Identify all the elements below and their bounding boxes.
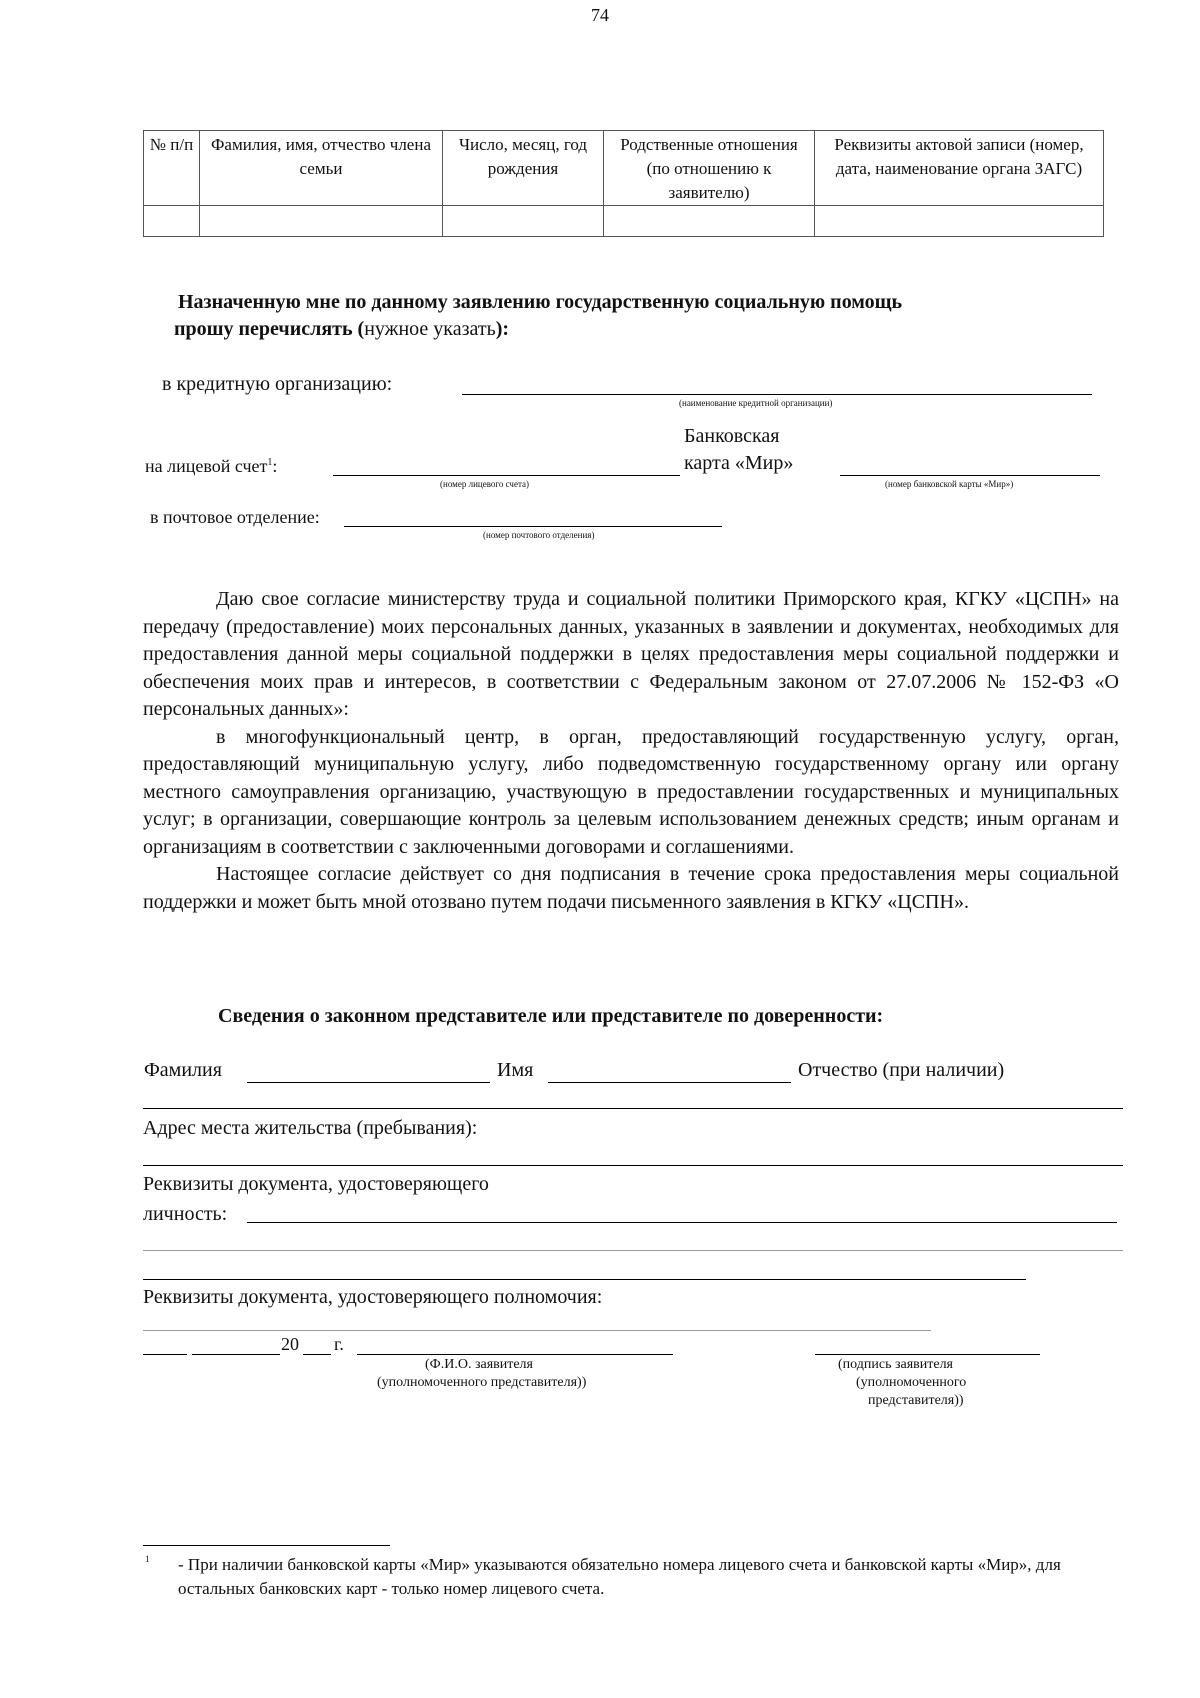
- authority-document-field[interactable]: [143, 1330, 931, 1331]
- date-year-suffix: г.: [334, 1334, 344, 1354]
- date-day-field[interactable]: [143, 1354, 187, 1355]
- fio-hint-line-2: (уполномоченного представителя)): [377, 1375, 587, 1390]
- credit-org-hint: (наименование кредитной организации): [679, 398, 833, 408]
- table-row: [144, 206, 1104, 237]
- fio-hint-line-1: (Ф.И.О. заявителя: [425, 1357, 533, 1372]
- header-birth-date: Число, месяц, год рождения: [443, 131, 604, 206]
- footnote-separator: [143, 1545, 390, 1546]
- table-cell[interactable]: [200, 206, 443, 237]
- signature-hint-line-2: (уполномоченного: [856, 1375, 967, 1390]
- family-members-table: [143, 130, 1104, 237]
- post-office-label: в почтовое отделение:: [150, 507, 320, 527]
- table-cell[interactable]: [144, 206, 200, 237]
- signature-hint-line-1: (подпись заявителя: [838, 1357, 954, 1372]
- address-label: Адрес места жительства (пребывания):: [143, 1117, 478, 1139]
- header-relationship: Родственные отношения (по отношению к заявителю): [604, 131, 815, 206]
- footnote-text: - При наличии банковской карты «Мир» указываются обязательно номера лицевого счета и банковской карты «Мир», для остальных банковских карт - только номер лицевого счета.: [178, 1555, 1061, 1598]
- mir-card-label-line-2: карта «Мир»: [684, 452, 794, 474]
- post-office-field[interactable]: [344, 526, 722, 527]
- table-header-row: [144, 131, 1104, 206]
- name-label: Имя: [497, 1059, 534, 1081]
- credit-org-field[interactable]: [462, 394, 1092, 395]
- id-document-field-continuation[interactable]: [143, 1250, 1123, 1251]
- header-civil-record: Реквизиты актовой записи (номер, дата, наименование органа ЗАГС): [815, 131, 1104, 206]
- table-cell[interactable]: [604, 206, 815, 237]
- applicant-signature-field[interactable]: [815, 1354, 1040, 1355]
- id-document-field[interactable]: [247, 1222, 1117, 1223]
- id-document-label-line-2: личность:: [143, 1203, 228, 1225]
- payment-heading-part: ):: [495, 318, 510, 340]
- applicant-name-field[interactable]: [357, 1354, 673, 1355]
- consent-paragraph: Настоящее согласие действует со дня подписания в течение срока предоставления меры социальной поддержки и может быть мной отозвано путем подачи письменного заявления в КГКУ «ЦСПН».: [143, 863, 1119, 913]
- account-hint: (номер лицевого счета): [440, 479, 529, 489]
- header-full-name: Фамилия, имя, отчество члена семьи: [200, 131, 443, 206]
- payment-heading-part: прошу перечислять (: [174, 318, 365, 340]
- representative-heading: Сведения о законном представителе или представителе по доверенности:: [218, 1005, 884, 1027]
- header-number: № п/п: [144, 131, 200, 206]
- footnote-ref: 1: [267, 457, 273, 468]
- surname-label: Фамилия: [144, 1059, 222, 1081]
- mir-card-hint: (номер банковской карты «Мир»): [885, 479, 1014, 489]
- payment-heading-line-1: Назначенную мне по данному заявлению государственную социальную помощь: [178, 291, 903, 313]
- consent-paragraph: Даю свое согласие министерству труда и социальной политики Приморского края, КГКУ «ЦСПН» на передачу (предоставление) моих персональных данных, указанных в заявлении и документах, необходимых для предоставления данной меры социальной поддержки в целях предоставления меры социальной поддержки и обеспечения моих прав и интересов, в соответствии с Федеральным законом от 27.07.2006 № 152-ФЗ «О персональных данных»:: [143, 588, 1119, 720]
- table-cell[interactable]: [443, 206, 604, 237]
- consent-text: [143, 586, 1119, 916]
- consent-paragraph: в многофункциональный центр, в орган, предоставляющий государственную услугу, орган, предоставляющий муниципальную услугу, либо подведомственную государственному органу или органу местного самоуправления организацию, участвующую в предоставлении государственных и муниципальных услуг; в организации, совершающие контроль за целевым использованием денежных средств; иным органам и организациям в соответствии с заключенными договорами и соглашениями.: [143, 725, 1119, 858]
- post-office-hint: (номер почтового отделения): [483, 530, 595, 540]
- payment-heading-part: нужное указать: [364, 318, 496, 340]
- table-cell[interactable]: [815, 206, 1104, 237]
- credit-org-label: в кредитную организацию:: [162, 373, 393, 395]
- mir-card-label-line-1: Банковская: [684, 425, 780, 447]
- date-year-prefix: 20: [281, 1334, 299, 1354]
- name-field[interactable]: [548, 1082, 791, 1083]
- patronymic-field[interactable]: [143, 1108, 1123, 1109]
- id-document-field-continuation[interactable]: [143, 1279, 1026, 1280]
- page-number: 74: [591, 5, 609, 25]
- signature-hint-line-3: представителя)): [868, 1393, 964, 1408]
- account-label-text: на лицевой счет: [145, 456, 268, 476]
- surname-field[interactable]: [247, 1082, 490, 1083]
- id-document-label-line-1: Реквизиты документа, удостоверяющего: [143, 1173, 489, 1195]
- date-year-field[interactable]: [303, 1354, 331, 1355]
- date-month-field[interactable]: [192, 1354, 280, 1355]
- address-field[interactable]: [143, 1165, 1123, 1166]
- footnote-mark: 1: [145, 1554, 150, 1564]
- payment-heading-line-2: [174, 317, 509, 341]
- account-label-colon: :: [272, 456, 278, 476]
- mir-card-number-field[interactable]: [840, 475, 1100, 476]
- account-label: [145, 455, 277, 477]
- account-number-field[interactable]: [333, 475, 680, 476]
- patronymic-label: Отчество (при наличии): [798, 1059, 1005, 1081]
- authority-document-label: Реквизиты документа, удостоверяющего полномочия:: [143, 1286, 603, 1308]
